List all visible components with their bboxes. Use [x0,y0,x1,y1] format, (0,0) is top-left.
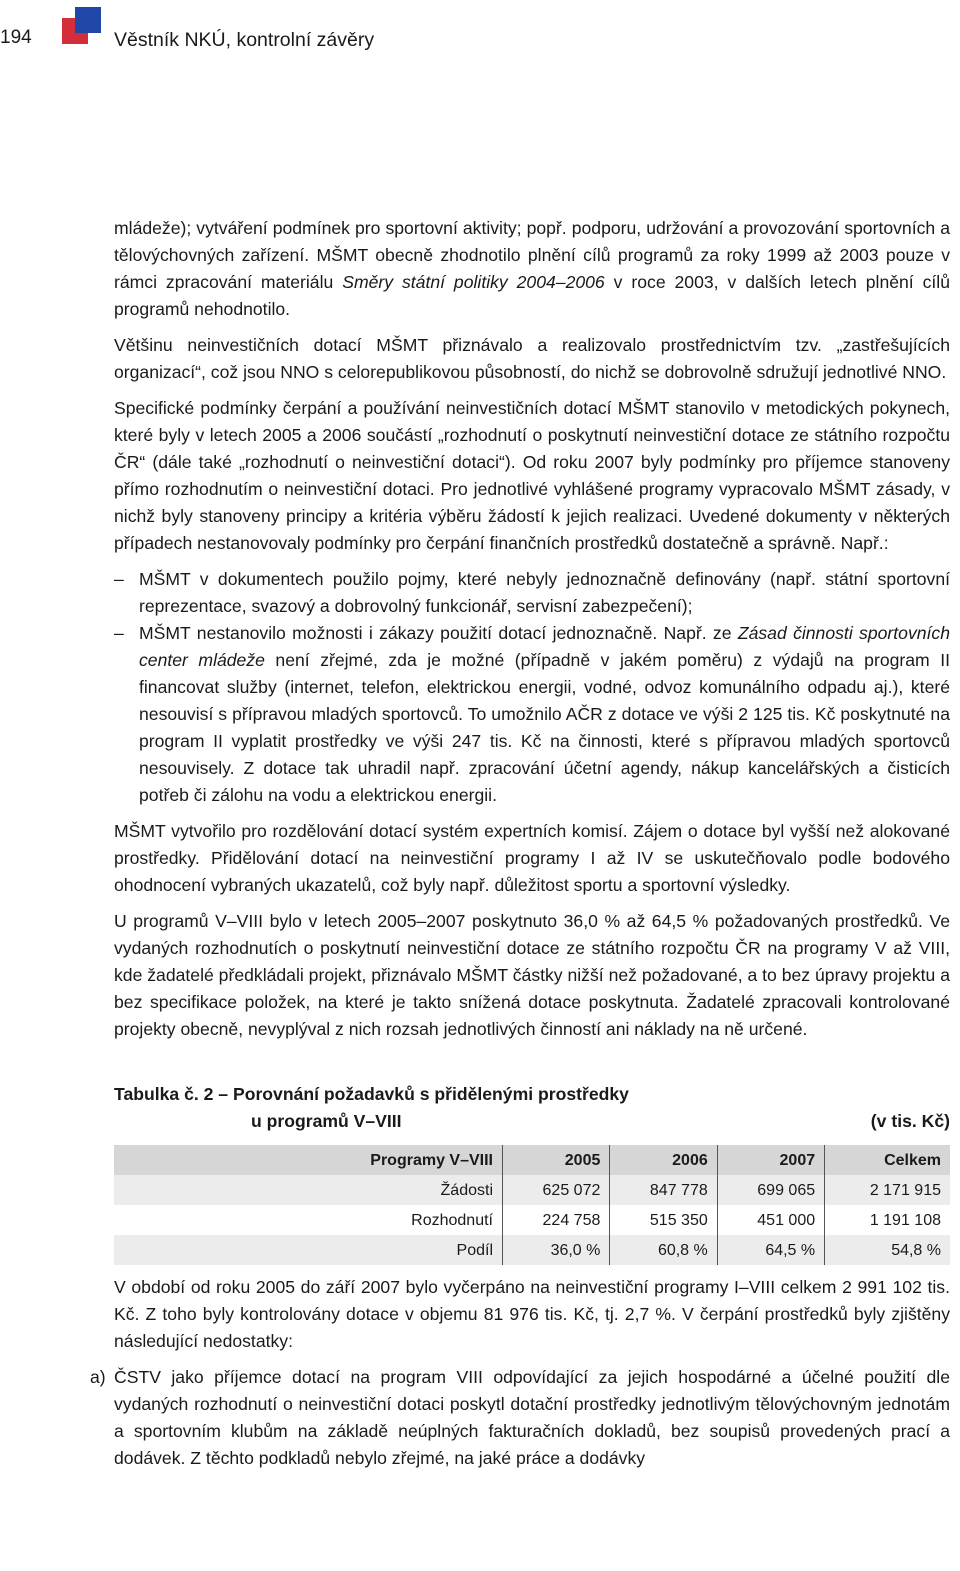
paragraph-4: MŠMT vytvořilo pro rozdělování dotací systém expertních komisí. Zájem o dotace byl vyšší než alokované prostředky. Přidělování dotací na neinvestiční programy I až IV se uskutečňovalo podle bodového ohodnocení vybraných ukazatelů, což byly např. důležitost sportu a sportovní výsledky. [114,821,950,895]
table-caption-line2: u programů V–VIII [251,1111,402,1131]
table-cell: 451 000 [717,1205,824,1235]
page-header [0,0,960,70]
header-total: Celkem [825,1145,950,1175]
logo-blue-square [75,7,101,33]
table-cell: 1 191 108 [825,1205,950,1235]
table-cell: 847 778 [610,1175,717,1205]
bullet2-text-a: MŠMT nestanovilo možnosti i zákazy použití dotací jednoznačně. Např. ze [139,623,738,643]
table-cell: 699 065 [717,1175,824,1205]
paragraph-2: Většinu neinvestičních dotací MŠMT přiznávalo a realizovalo prostřednictvím tzv. „zastřešujících organizací“, což jsou NNO s celorepublikovou působností, do nichž se dobrovolně sdružují jednotlivé NNO. [114,335,950,382]
dash-list [114,566,950,809]
list-item-a [90,1364,950,1472]
list-item-a-text: ČSTV jako příjemce dotací na program VIII odpovídající za jejich hospodárné a účelné použití dle vydaných rozhodnutí o neinvestiční dotaci poskytl dotační prostředky jednotlivým tělovýchovným jednotám a sportovním klubům na základě neúplných fakturačních dokladů, bez soupisů provedených prací a dodávek. Z těchto podkladů nebylo zřejmé, na jaké práce a dodávky [114,1367,950,1468]
page-number: 194 [0,27,32,48]
bullet2-text-b: není zřejmé, zda je možné (případně v jakém poměru) z výdajů na program II financovat služby (internet, telefon, elektrickou energii, vodné, odvoz komunálního odpadu aj.), které nesouvisí s přípravou mladých sportovců. To umožnilo AČR z dotace ve výši 2 125 tis. Kč poskytnuté na program II vyplatit prostředky ve výši 247 tis. Kč na činnosti, které s přípravou mladých sportovců nesouvisely. Z dotace tak uhradil např. zpracování účetní agendy, nákup kancelářských a čisticích potřeb či zálohu na vodu a elektrickou energii. [139,650,950,805]
table-unit: (v tis. Kč) [870,1111,950,1131]
row-label: Žádosti [114,1175,503,1205]
running-title: Věstník NKÚ, kontrolní závěry [114,29,375,51]
paragraph-6: V období od roku 2005 do září 2007 bylo vyčerpáno na neinvestiční programy I–VIII celkem 2 991 102 tis. Kč. Z toho byly kontrolovány dotace v objemu 81 976 tis. Kč, tj. 2,7 %. V čerpání prostředků byly zjištěny následující nedostatky: [114,1277,950,1351]
bullet2-italic-title: Zásad činnosti sportovních center mládeže [139,623,950,670]
header-2005: 2005 [503,1145,610,1175]
row-label: Rozhodnutí [411,1211,493,1229]
table-cell: 36,0 % [503,1235,610,1265]
table-cell: 224 758 [503,1205,610,1235]
table-row [114,1235,950,1265]
paragraph-3: Specifické podmínky čerpání a používání neinvestičních dotací MŠMT stanovilo v metodických pokynech, které byly v letech 2005 a 2006 součástí „rozhodnutí o poskytnutí neinvestiční dotace ze státního rozpočtu ČR“ (dále také „rozhodnutí o neinvestiční dotaci“). Od roku 2007 byly podmínky pro příjemce stanoveny přímo rozhodnutím o neinvestiční dotaci. Pro jednotlivé vyhlášené programy vypracovalo MŠMT zásady, v nichž byly stanoveny principy a kritéria výběru žádostí k jejich realizaci. Uvedené dokumenty v některých případech nestanovovaly podmínky pro čerpání finančních prostředků dostatečně a správně. Např.: [114,398,950,553]
table-cell: 2 171 915 [825,1175,950,1205]
p1-text-a: mládeže); vytváření podmínek pro sportovní aktivity; popř. podporu, udržování a provozování sportovních a tělovýchovných zařízení. MŠMT obecně zhodnotilo plnění cílů programů za roky 1999 až 2003 pouze v rámci zpracování materiálu [114,218,950,292]
table-cell: 60,8 % [610,1235,717,1265]
list-marker-a: a) [90,1367,106,1387]
main-content [90,215,950,1481]
table-cell: 64,5 % [717,1235,824,1265]
header-programs: Programy V–VIII [114,1145,503,1175]
table-row [114,1175,950,1205]
table-cell: 625 072 [503,1175,610,1205]
header-2007: 2007 [717,1145,824,1175]
nku-logo [62,7,102,47]
table-caption-line1: Tabulka č. 2 – Porovnání požadavků s přidělenými prostředky [114,1084,629,1104]
table-caption [114,1081,950,1135]
table-row [114,1205,950,1235]
paragraph-5: U programů V–VIII bylo v letech 2005–2007 poskytnuto 36,0 % až 64,5 % požadovaných prostředků. Ve vydaných rozhodnutích o poskytnutí neinvestiční dotace ze státního rozpočtu ČR na programy V až VIII, kde žadatelé předkládali projekt, přiznávalo MŠMT částky nižší než požadované, a to bez úpravy projektu a bez specifikace položek, na které je takto snížená dotace poskytnuta. Žadatelé zpracovali kontrolované projekty obecně, nevyplýval z nich rozsah jednotlivých činností ani náklady na ně určené. [114,911,950,1039]
comparison-table [114,1145,950,1265]
table-cell: 54,8 % [825,1235,950,1265]
paragraph-1 [114,215,950,323]
p1-italic-title: Směry státní politiky 2004–2006 [342,272,605,292]
table-cell: 515 350 [610,1205,717,1235]
row-label: Podíl [114,1235,503,1265]
p1-text-b: v roce 2003, v dalších letech plnění cílů programů nehodnotilo. [114,272,950,319]
table-header-row [114,1145,950,1175]
header-2006: 2006 [610,1145,717,1175]
list-item-1: – MŠMT v dokumentech použilo pojmy, které nebyly jednoznačně definovány (např. státní sportovní reprezentace, svazový a dobrovolný funkcionář, servisní zabezpečení); [114,566,950,620]
list-item-2 [114,620,950,809]
